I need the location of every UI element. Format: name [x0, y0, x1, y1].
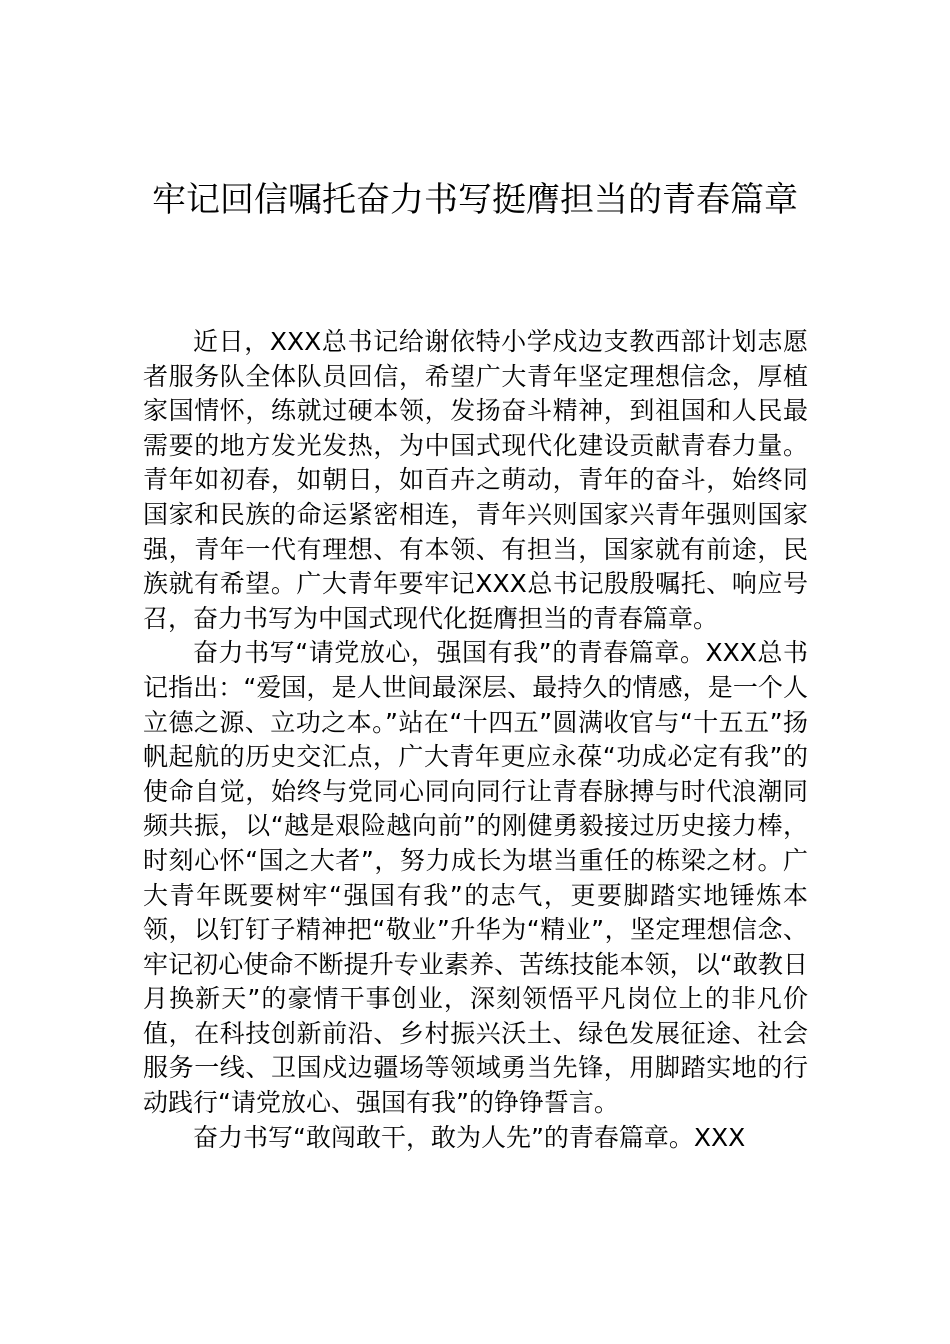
document-body [143, 325, 808, 1155]
paragraph-1: 近日，XXX总书记给谢依特小学戍边支教西部计划志愿者服务队全体队员回信，希望广大青年坚定理想信念，厚植家国情怀，练就过硬本领，发扬奋斗精神，到祖国和人民最需要的地方发光发热，为中国式现代化建设贡献青春力量。青年如初春，如朝日，如百卉之萌动，青年的奋斗，始终同国家和民族的命运紧密相连，青年兴则国家兴青年强则国家强，青年一代有理想、有本领、有担当，国家就有前途，民族就有希望。广大青年要牢记XXX总书记殷殷嘱托、响应号召，奋力书写为中国式现代化挺膺担当的青春篇章。 [143, 327, 808, 633]
paragraph-3: 奋力书写“敢闯敢干，敢为人先”的青春篇章。XXX [193, 1122, 746, 1152]
document-title: 牢记回信嘱托奋力书写挺膺担当的青春篇章 [152, 180, 798, 220]
paragraph-2: 奋力书写“请党放心，强国有我”的青春篇章。XXX总书记指出：“爱国，是人世间最深层、最持久的情感，是一个人立德之源、立功之本。”站在“十四五”圆满收官与“十五五”扬帆起航的历史交汇点，广大青年更应永葆“功成必定有我”的使命自觉，始终与党同心同向同行让青春脉搏与时代浪潮同频共振，以“越是艰险越向前”的刚健勇毅接过历史接力棒，时刻心怀“国之大者”，努力成长为堪当重任的栋梁之材。广大青年既要树牢“强国有我”的志气，更要脚踏实地锤炼本领，以钉钉子精神把“敬业”升华为“精业”，坚定理想信念、牢记初心使命不断提升专业素养、苦练技能本领，以“敢教日月换新天”的豪情干事创业，深刻领悟平凡岗位上的非凡价值，在科技创新前沿、乡村振兴沃土、绿色发展征途、社会服务一线、卫国戍边疆场等领域勇当先锋，用脚踏实地的行动践行“请党放心、强国有我”的铮铮誓言。 [143, 638, 808, 1118]
